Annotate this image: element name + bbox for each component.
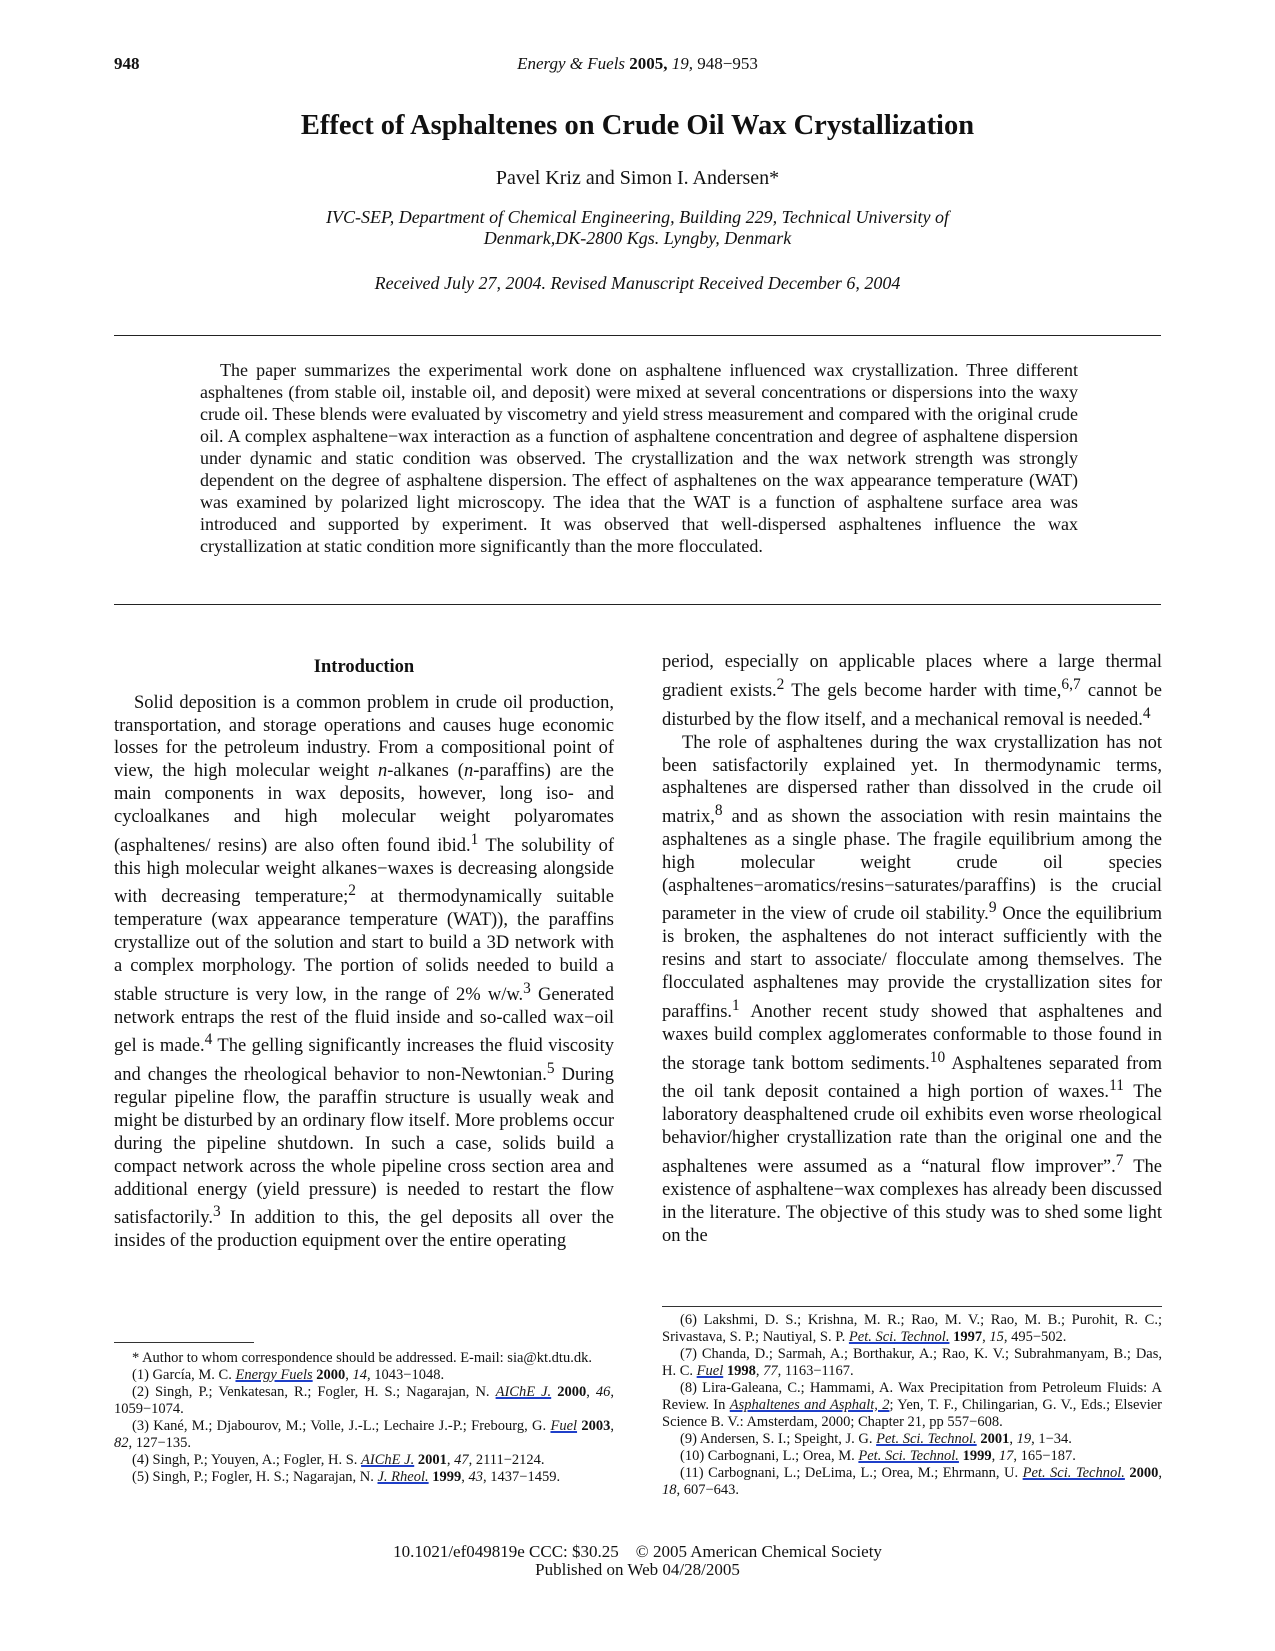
- footnote-7: (7) Chanda, D.; Sarmah, A.; Borthakur, A.; Rao, K. V.; Subrahmanyam, B.; Das, H. C. Fuel 1998, 77, 1163−1167.: [662, 1346, 1162, 1379]
- abstract-top-rule: [114, 335, 1161, 336]
- footnote-separator-left: [114, 1342, 254, 1343]
- intro-paragraph-2: The role of asphaltenes during the wax crystallization has not been satisfactorily explained yet. In thermodynamic terms, asphaltenes are dispersed rather than dissolved in the crude oil matrix,$^8$ and as shown the association with resin maintains the asphaltenes as a single phase. The fragile equilibrium among the high molecular weight crude oil species (asphaltenes−aromatics/resins−saturates/paraffins) is the crucial parameter in the view of crude oil stability.$^9$ Once the equilibrium is broken, the asphaltenes do not interact sufficiently with the resins and start to associate/ flocculate among themselves. The flocculated asphaltenes may provide the crystallization sites for paraffins.$^1$ Another recent study showed that asphaltenes and waxes build complex agglomerates conformable to those found in the storage tank bottom sediments.$^{10}$ Asphaltenes separated from the oil tank deposit contained a high portion of waxes.$^{11}$ The laboratory deasphaltened crude oil exhibits even worse rheological behavior/higher crystallization rate than the original one and the asphaltenes were assumed as a “natural flow improver”.$^7$ The existence of asphaltene−wax complexes has already been discussed in the literature. The objective of this study was to shed some light on the: [662, 732, 1162, 1246]
- affiliation-line-1: IVC-SEP, Department of Chemical Engineering, Building 229, Technical University of: [326, 207, 949, 227]
- reference-link[interactable]: AIChE J.: [495, 1384, 552, 1400]
- footnote-10: (10) Carbognani, L.; Orea, M. Pet. Sci. Technol. 1999, 17, 165−187.: [680, 1448, 1076, 1464]
- footnote-1: (1) García, M. C. Energy Fuels 2000, 14, 1043−1048.: [132, 1367, 445, 1383]
- running-head: [0, 54, 1275, 74]
- footnotes-right: [662, 1312, 1162, 1499]
- left-column: [114, 651, 614, 1253]
- footnote-3: (3) Kané, M.; Djabourov, M.; Volle, J.-L.; Lechaire J.-P.; Frebourg, G. Fuel 2003, 82, 127−135.: [114, 1418, 615, 1451]
- reference-link[interactable]: AIChE J.: [361, 1452, 415, 1468]
- abstract: The paper summarizes the experimental work done on asphaltene influenced wax crystallization. Three different asphaltenes (from stable oil, instable oil, and deposit) were mixed at several concentrations or dispersions into the waxy crude oil. These blends were evaluated by viscometry and yield stress measurement and compared with the original crude oil. A complex asphaltene−wax interaction as a function of asphaltene concentration and degree of asphaltene dispersion under dynamic and static condition was observed. The crystallization and the wax network strength was strongly dependent on the degree of asphaltene dispersion. The effect of asphaltenes on the wax appearance temperature (WAT) was examined by polarized light microscopy. The idea that the WAT is a function of asphaltene surface area was introduced and supported by experiment. It was observed that well-dispersed asphaltenes influence the wax crystallization at static condition more significantly than the more flocculated.: [200, 360, 1078, 556]
- footnote-6: (6) Lakshmi, D. S.; Krishna, M. R.; Rao, M. V.; Rao, M. B.; Purohit, R. C.; Srivastava, S. P.; Nautiyal, S. P. Pet. Sci. Technol. 1997, 15, 495−502.: [662, 1312, 1162, 1345]
- footnote-8: (8) Lira-Galeana, C.; Hammami, A. Wax Precipitation from Petroleum Fluids: A Review. In Asphaltenes and Asphalt, 2; Yen, T. F., Chilingarian, G. V., Eds.; Elsevier Science B. V.: Amsterdam, 2000; Chapter 21, pp 557−608.: [662, 1380, 1162, 1430]
- citation: 4: [204, 1031, 213, 1049]
- reference-link[interactable]: Asphaltenes and Asphalt, 2: [729, 1397, 890, 1413]
- citation: 4: [1142, 704, 1151, 722]
- reference-link[interactable]: Energy Fuels: [235, 1367, 313, 1383]
- reference-link[interactable]: J. Rheol.: [377, 1469, 429, 1485]
- journal-name: Energy & Fuels: [517, 54, 626, 73]
- reference-link[interactable]: Pet. Sci. Technol.: [876, 1431, 977, 1447]
- journal-year: 2005,: [629, 54, 668, 73]
- intro-paragraph-1-continued: period, especially on applicable places where a large thermal gradient exists.$^2$ The gels become harder with time,$^{6,7}$ cannot be disturbed by the flow itself, and a mechanical removal is needed.$^4$: [662, 652, 1162, 730]
- footnote-correspondence: * Author to whom correspondence should be addressed. E-mail: sia@kt.dtu.dk.: [132, 1350, 592, 1366]
- paper-title: Effect of Asphaltenes on Crude Oil Wax Crystallization: [300, 110, 975, 141]
- affiliation: [200, 207, 1075, 249]
- citation: 7: [1115, 1152, 1124, 1170]
- citation: 3: [212, 1203, 221, 1221]
- abstract-bottom-rule: [114, 604, 1161, 605]
- footnote-11: (11) Carbognani, L.; DeLima, L.; Orea, M.; Ehrmann, U. Pet. Sci. Technol. 2000, 18, 607−643.: [662, 1465, 1162, 1498]
- page-footer: [0, 1543, 1275, 1579]
- footer-line-1: [0, 1543, 1275, 1561]
- citation: 3: [523, 979, 531, 997]
- reference-link[interactable]: Pet. Sci. Technol.: [1022, 1465, 1125, 1481]
- reference-link[interactable]: Pet. Sci. Technol.: [858, 1448, 959, 1464]
- published-date: Published on Web 04/28/2005: [535, 1560, 740, 1579]
- right-column: [662, 651, 1162, 1247]
- citation: 1: [732, 996, 740, 1014]
- citation: 1: [470, 830, 479, 848]
- citation: 2: [348, 882, 356, 900]
- citation: 6,7: [1061, 675, 1081, 693]
- journal-pages: 948−953: [697, 54, 758, 73]
- reference-link[interactable]: Fuel: [696, 1363, 724, 1379]
- footnote-4: (4) Singh, P.; Youyen, A.; Fogler, H. S. AIChE J. 2001, 47, 2111−2124.: [132, 1452, 545, 1468]
- citation: 9: [988, 899, 997, 917]
- footnotes-left: [114, 1350, 614, 1486]
- reference-link[interactable]: Fuel: [550, 1418, 578, 1434]
- page-number: 948: [114, 54, 140, 73]
- journal-volume: 19,: [671, 54, 694, 73]
- citation: 10: [929, 1048, 946, 1066]
- citation: 8: [714, 802, 723, 820]
- citation: 2: [776, 675, 785, 693]
- copyright: © 2005 American Chemical Society: [635, 1542, 882, 1561]
- doi: 10.1021/ef049819e CCC: $30.25: [393, 1542, 619, 1561]
- intro-paragraph-1: Solid deposition is a common problem in crude oil production, transportation, and storage operations and causes huge economic losses for the petroleum industry. From a compositional point of view, the high molecular weight n-alkanes (n-paraffins) are the main components in wax deposits, however, long iso- and cycloalkanes and high molecular weight polyaromates (asphaltenes/ resins) are also often found ibid.$^1$ The solubility of this high molecular weight alkanes−waxes is decreasing alongside with decreasing temperature;$^2$ at thermodynamically suitable temperature (wax appearance temperature (WAT)), the paraffins crystallize out of the solution and start to build a 3D network with a complex morphology. The portion of solids needed to build a stable structure is very low, in the range of 2% w/w.$^3$ Generated network entraps the rest of the fluid inside and so-called wax−oil gel is made.$^4$ The gelling significantly increases the fluid viscosity and changes the rheological behavior to non-Newtonian.$^5$ During regular pipeline flow, the paraffin structure is usually weak and might be disturbed by an ordinary flow itself. More problems occur during the pipeline shutdown. In such a case, solids build a compact network across the whole pipeline cross section area and additional energy (yield pressure) is needed to restart the flow satisfactorily.$^3$ In addition to this, the gel deposits all over the insides of the production equipment over the entire operating: [114, 692, 614, 1252]
- footnote-9: (9) Andersen, S. I.; Speight, J. G. Pet. Sci. Technol. 2001, 19, 1−34.: [680, 1431, 1072, 1447]
- footnote-2: (2) Singh, P.; Venkatesan, R.; Fogler, H. S.; Nagarajan, N. AIChE J. 2000, 46, 1059−1074.: [114, 1384, 615, 1417]
- affiliation-line-2: Denmark,DK-2800 Kgs. Lyngby, Denmark: [483, 228, 792, 248]
- citation: 5: [546, 1060, 555, 1078]
- citation: 11: [1109, 1077, 1124, 1095]
- reference-link[interactable]: Pet. Sci. Technol.: [848, 1329, 950, 1345]
- authors: Pavel Kriz and Simon I. Andersen*: [495, 167, 780, 189]
- received-dates: Received July 27, 2004. Revised Manuscript Received December 6, 2004: [374, 273, 901, 293]
- footnote-5: (5) Singh, P.; Fogler, H. S.; Nagarajan, N. J. Rheol. 1999, 43, 1437−1459.: [132, 1469, 561, 1485]
- section-heading-introduction: Introduction: [313, 657, 415, 677]
- footnote-separator-right: [662, 1306, 1162, 1307]
